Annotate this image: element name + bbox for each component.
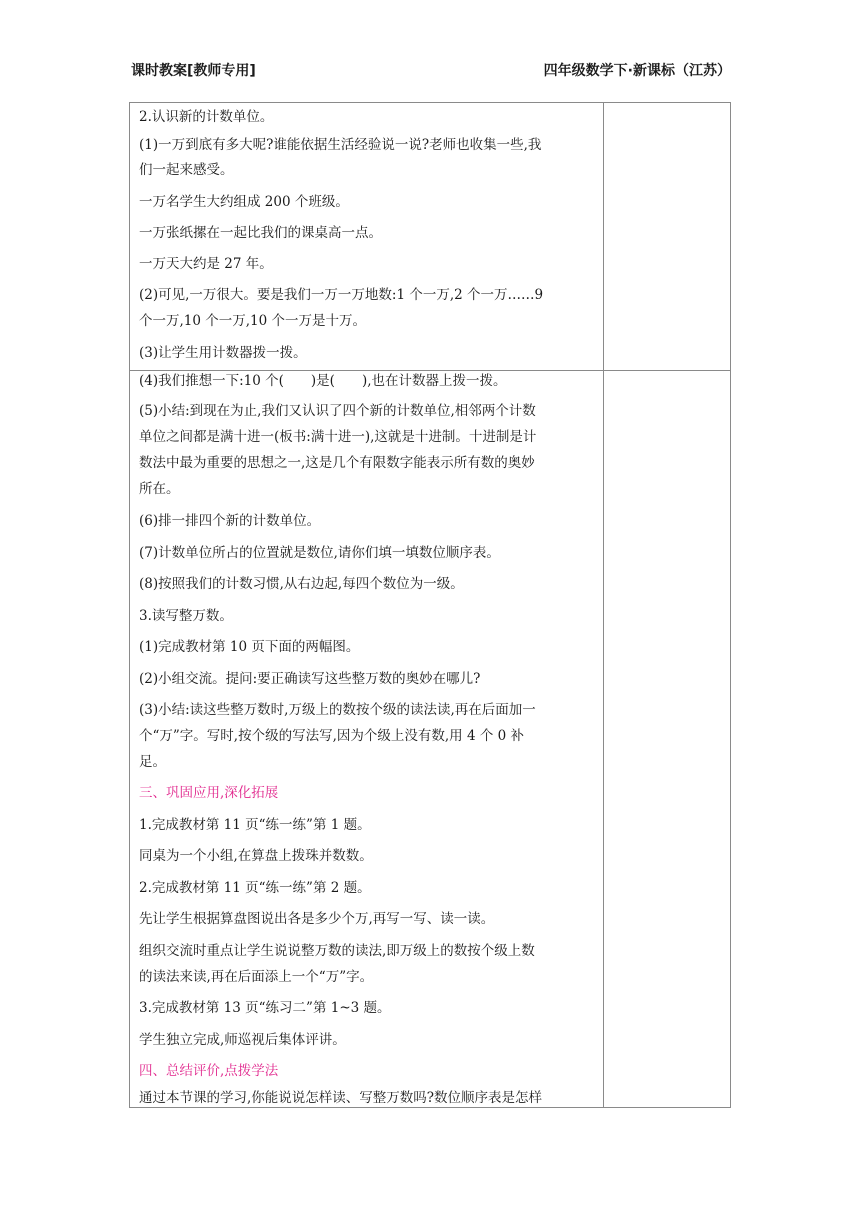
text-line: 们一起来感受。 (139, 162, 234, 178)
section-heading: 三、巩固应用,深化拓展 (139, 785, 279, 801)
column-divider (603, 103, 604, 1107)
text-line: 同桌为一个小组,在算盘上拨珠并数数。 (139, 848, 373, 864)
text-line: 组织交流时重点让学生说说整万数的读法,即万级上的数按个级上数 (139, 943, 535, 959)
text-line: 3.完成教材第 13 页“练习二”第 1~3 题。 (139, 1000, 391, 1016)
text-line: 通过本节课的学习,你能说说怎样读、写整万数吗?数位顺序表是怎样 (139, 1090, 543, 1106)
text-line: 一万张纸摞在一起比我们的课桌高一点。 (139, 225, 382, 241)
text-line: 足。 (139, 754, 166, 770)
header-right-title: 四年级数学下·新课标（江苏） (543, 63, 731, 79)
text-line: (6)排一排四个新的计数单位。 (139, 513, 321, 529)
text-line: 学生独立完成,师巡视后集体评讲。 (139, 1032, 346, 1048)
text-line: 2.完成教材第 11 页“练一练”第 2 题。 (139, 880, 371, 896)
text-line: (7)计数单位所占的位置就是数位,请你们填一填数位顺序表。 (139, 545, 500, 561)
text-line: (2)小组交流。提问:要正确读写这些整万数的奥妙在哪儿? (139, 671, 481, 687)
text-line: (3)让学生用计数器拨一拨。 (139, 345, 307, 361)
text-line: 1.完成教材第 11 页“练一练”第 1 题。 (139, 817, 371, 833)
section-heading: 四、总结评价,点拨学法 (139, 1063, 279, 1079)
page-header (131, 60, 731, 84)
text-line: 先让学生根据算盘图说出各是多少个万,再写一写、读一读。 (139, 911, 495, 927)
text-line: (3)小结:读这些整万数时,万级上的数按个级的读法读,再在后面加一 (139, 702, 536, 718)
header-left-title: 课时教案[教师专用] (131, 63, 256, 79)
text-line: (1)完成教材第 10 页下面的两幅图。 (139, 639, 360, 655)
text-line: 个一万,10 个一万,10 个一万是十万。 (139, 313, 367, 329)
text-line: 一万名学生大约组成 200 个班级。 (139, 194, 349, 210)
text-line: 3.读写整万数。 (139, 608, 233, 624)
text-line: 2.认识新的计数单位。 (139, 109, 274, 125)
text-line: (2)可见,一万很大。要是我们一万一万地数:1 个一万,2 个一万……9 (139, 287, 544, 303)
text-line: 一万天大约是 27 年。 (139, 256, 273, 272)
text-line: 单位之间都是满十进一(板书:满十进一),这就是十进制。十进制是计 (139, 429, 537, 445)
text-line: 的读法来读,再在后面添上一个“万”字。 (139, 969, 374, 985)
text-line: 所在。 (139, 481, 180, 497)
text-line: (1)一万到底有多大呢?谁能依据生活经验说一说?老师也收集一些,我 (139, 137, 542, 153)
lesson-table (129, 102, 731, 1108)
text-line: 个“万”字。写时,按个级的写法写,因为个级上没有数,用 4 个 0 补 (139, 728, 525, 744)
text-line: (8)按照我们的计数习惯,从右边起,每四个数位为一级。 (139, 576, 464, 592)
text-line: (4)我们推想一下:10 个( )是( ),也在计数器上拨一拨。 (139, 373, 507, 389)
text-line: 数法中最为重要的思想之一,这是几个有限数字能表示所有数的奥妙 (139, 455, 535, 471)
text-line: (5)小结:到现在为止,我们又认识了四个新的计数单位,相邻两个计数 (139, 403, 536, 419)
